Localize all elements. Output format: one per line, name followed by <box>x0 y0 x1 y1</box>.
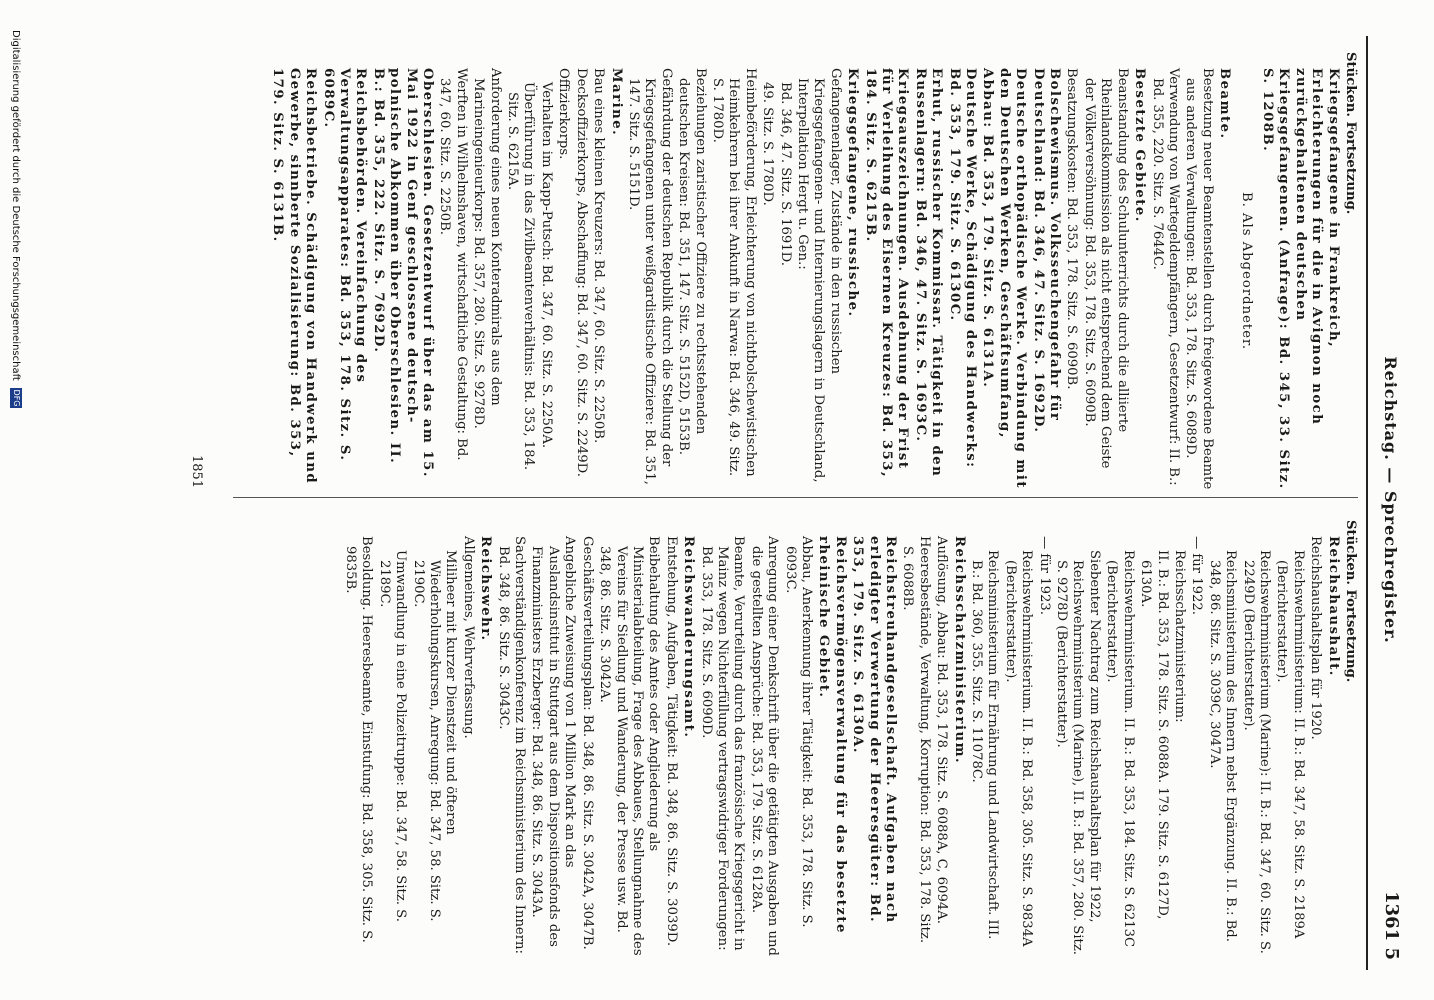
index-entry <box>776 52 792 490</box>
index-entry-text: Bd. 346, 47. Sitz. S. 1691D. <box>777 82 793 266</box>
index-entry-text: Besatzungskosten: Bd. 353, 178. Sitz. S. 6090B. <box>1064 68 1080 390</box>
index-entry <box>675 52 708 490</box>
index-entry-text: Verhalten im Kapp-Putsch: Bd. 347, 60. Sitz. S. 2250A. <box>538 82 554 449</box>
index-entry <box>844 52 860 490</box>
index-entry <box>1001 520 1034 958</box>
header-rule <box>1366 36 1368 970</box>
index-entry-text: Kriegsgefangene, russische. <box>845 68 861 318</box>
index-entry-text: Anregung einer Denkschrift über die getätigten Ausgaben und die gestellten Ansprüche: Bd. 353, 179. Sitz. S. 6128A. <box>748 536 781 956</box>
index-entry <box>1035 520 1051 958</box>
index-entry-text: Reichswehrministerium. II. B.: Bd. 358, 305. Sitz. S. 9834A (Berichterstatter). <box>1002 550 1035 947</box>
index-entry-text: Abbau, Anerkennung ihrer Tätigkeit: Bd. 353, 178. Sitz. S. 6093C. <box>782 536 814 928</box>
column-divider <box>233 497 1358 498</box>
index-entry <box>1233 52 1257 490</box>
index-entry-text: Umwandlung in eine Polizeitruppe: Bd. 347, 58. Sitz. S. 2189C. <box>376 550 409 922</box>
index-entry <box>1188 520 1204 958</box>
index-entry <box>979 52 1028 490</box>
index-entry <box>477 520 493 958</box>
index-entry-text: Beziehungen zaristischer Offiziere zu rechtsstehenden deutschen Kreisen: Bd. 351, 147. Sitz. S. 5152D, 5153B. <box>676 68 708 456</box>
index-entry <box>933 520 949 958</box>
index-entry <box>1273 520 1306 958</box>
index-entry-text: Besetzte Gebiete. <box>1132 68 1148 223</box>
index-entry <box>596 520 662 958</box>
index-entry <box>968 520 1001 958</box>
index-entry <box>1029 52 1062 490</box>
index-entry <box>504 52 537 490</box>
index-entry-text: Überführung in das Zivilbeamtenverhältnis: Bd. 353, 184. Sitz. S. 6215A. <box>505 82 537 471</box>
index-entry <box>794 52 843 490</box>
index-entry-text: Geschäftsverteilungsplan: Bd. 348, 86. Sitz. S. 3042A, 3047B. <box>579 536 595 950</box>
index-entry <box>607 52 623 490</box>
index-entry-text: Siebenter Nachtrag zum Reichshaushaltsplan für 1922, Reichswehrministerium (Marine), II. B.: Bd. 357, 280. Sitz. S. 9278D (Berichterstatter). <box>1054 550 1102 956</box>
page-header <box>1374 40 1404 960</box>
index-entry <box>759 52 775 490</box>
index-entry-text: B. Als Abgeordneter. <box>1238 191 1254 351</box>
index-entry <box>409 520 458 958</box>
index-entry-text: Gefährdung der deutschen Republik durch die Stellung der Kriegsgefangenen unter weißgardistische Offiziere: Bd. 351, 147. Sitz. S. 5151D. <box>625 68 674 485</box>
index-entry <box>1307 520 1323 958</box>
index-entry-text: Heimbeförderung, Erleichterung von nichtbolschewistischen Heimkehrern bei ihrer Ankunft in Narwa: Bd. 346, 49. Sitz. S. 1780D. <box>709 68 758 477</box>
index-entry-text: Beibehaltung des Amtes oder Angliederung als Ministerialabteilung, Frage des Abbaues, Stellungnahme des Vereins für Siedlung und Wanderung, der Presse usw. Bd. 348, 86. Sitz. S. 3042A. <box>597 536 662 956</box>
index-entry <box>1259 52 1341 490</box>
index-entry-text: Verwendung von Wartegeldempfängern, Gesetzentwurf: II. B.: Bd. 355, 220. Sitz. S. 7644C. <box>1149 68 1181 486</box>
index-entry-text: II. B.: Bd. 353, 178. Sitz. S. 6088A. 179. Sitz. S. 6127D, 6130A. <box>1138 550 1170 920</box>
index-entry <box>1131 52 1147 490</box>
index-entry-text: Auflösung, Abbau: Bd. 353, 178. Sitz. S. 6088A, C, 6094A. <box>934 536 950 924</box>
index-entry <box>494 520 527 958</box>
index-entry <box>911 52 944 490</box>
index-entry-text: Reichsbetriebe. Schädigung von Handwerk und Gewerbe, sinnberte Sozialisierung: Bd. 353, 179. Sitz. S. 6131B. <box>270 68 319 485</box>
index-entry-text: Marine. <box>608 68 624 137</box>
index-entry <box>861 52 910 490</box>
index-entry <box>572 52 588 490</box>
index-entry-text: Heeresbestände, Verwaltung, Korruption: Bd. 353, 178. Sitz. S. 6088B. <box>900 536 932 944</box>
index-entry-text: Oberschlesien. Gesetzentwurf über das am 15. Mai 1922 in Genf geschlossene deutsch-polnische Abkommen über Oberschlesien. II. B.: Bd. 355, 222. Sitz. S. 7692D. <box>370 68 436 478</box>
index-entry-text: Deutsche orthopädische Werke. Verbindung mit den Deutschen Werken, Geschäftsumfang, Abbau: Bd. 353, 179. Sitz. S. 6131A. <box>980 68 1029 489</box>
left-column <box>268 52 1358 490</box>
digitization-note <box>10 30 22 408</box>
index-entry <box>625 52 674 490</box>
index-entry <box>1063 52 1079 490</box>
index-entry-text: Deutsche Werke, Schädigung des Handwerks: Bd. 353, 179. Sitz. S. 6130C. <box>946 68 979 469</box>
index-entry <box>709 52 758 490</box>
index-entry <box>849 520 898 958</box>
index-entry-text: Reichswehr. <box>478 536 494 642</box>
index-entry-text: Anforderung eines neuen Konteradmirals aus dem Marineingenieurkorps: Bd. 357, 280. Sitz. S. 9278D. <box>471 68 503 429</box>
index-entry-text: Reichshaushaltsplan für 1920. <box>1308 536 1324 740</box>
index-entry <box>538 52 554 490</box>
index-entry <box>459 520 475 958</box>
index-entry <box>528 520 577 958</box>
index-entry-text: Sachverständigenkonferenz im Reichsministerium des Innern: Bd. 348, 86. Sitz. S. 3043C. <box>495 536 528 954</box>
index-entry-text: Reichsministerium für Ernährung und Landwirtschaft. III. B.: Bd. 360, 355. Sitz. S. 11078C. <box>969 550 1001 940</box>
index-entry-text: Kriegsgefangene in Frankreich, Erleichterungen für die in Avignon noch zurückgehaltenen deutschen Kriegsgefangenen. (Anfrage): Bd. 345, 33. Sitz. S. 1208B. <box>1259 68 1341 490</box>
digitization-note-text: Digitalisierung gefördert durch die Deutsche Forschungsgemeinschaft <box>10 30 21 381</box>
index-entry <box>781 520 814 958</box>
index-entry <box>1324 520 1340 958</box>
index-entry-text: Werften in Wilhelmshaven, wirtschaftliche Gestaltung: Bd. 347, 60. Sitz. S. 2250B. <box>437 68 469 461</box>
index-entry <box>1137 520 1170 958</box>
index-entry <box>1053 520 1102 958</box>
index-entry-text: Reichshaushalt. <box>1325 536 1341 677</box>
index-entry <box>436 52 469 490</box>
index-entry-text: Erhut, russischer Kommissar. Tätigkeit in den Russenlagern: Bd. 346, 47. Sitz. S. 1693C. <box>912 68 945 478</box>
index-entry <box>342 520 375 958</box>
index-entry-text: Gefangenenlager, Zustände in den russischen Kriegsgefangenen- und Internierungslagern in Deutschland, Interpellation Hergt u. Gen.: <box>795 68 843 483</box>
right-column <box>341 520 1358 958</box>
index-entry-text: Reichsministerium des Innern nebst Ergänzung. II. B.: Bd. 348, 86. Sitz. S. 3039C, 3047A. <box>1206 550 1239 942</box>
index-entry <box>945 52 978 490</box>
index-entry <box>815 520 848 958</box>
index-entry <box>1171 520 1187 958</box>
index-entry-text: Besoldung. Heeresbeamte, Einstufung: Bd. 358, 305. Sitz. S. 9835B. <box>343 536 375 943</box>
index-entry <box>747 520 780 958</box>
index-entry-text: Stücken. Fortsetzung. <box>1343 52 1358 215</box>
index-entry-text: Beamte. <box>1217 68 1233 140</box>
index-entry-text: 49. Sitz. S. 1780D. <box>760 82 776 206</box>
index-entry-text: Reichswehrministerium: II. B.: Bd. 347, 58. Sitz. S. 2189A (Berichterstatter). <box>1274 550 1306 939</box>
index-entry-text: Angebliche Zuweisung von 1 Million Mark an das Auslandsinstitut in Stuttgart aus dem Dispositionsfonds des Finanzministers Erzberger: Bd. 348, 86. Sitz. S. 3043A. <box>529 536 578 947</box>
column-number: 1851 <box>189 455 204 489</box>
index-entry <box>375 520 408 958</box>
dfg-logo: DFG <box>12 389 21 407</box>
index-entry-text: Reichsschatzministerium: <box>1171 550 1187 723</box>
index-entry-text: Reichswehrministerium (Marine): II. B.: Bd. 347, 60. Sitz. S. 2249D (Berichterstatter). <box>1240 550 1272 954</box>
index-entry-text: Reichswanderungsamt. <box>681 536 697 739</box>
index-entry-text: Reichswehrministerium. II. B.: Bd. 353, 184. Sitz. S. 6213C (Berichterstatter). <box>1104 550 1136 948</box>
index-entry-text: Entstehung, Aufgaben, Tätigkeit: Bd. 348, 86. Sitz. S. 3039D. <box>663 536 679 947</box>
index-entry-text: Reichsvermögensverwaltung für das besetzte rheinische Gebiet. <box>816 536 848 934</box>
index-entry <box>697 520 746 958</box>
page-title: Reichstag. — Sprechregister. <box>1381 356 1400 644</box>
index-entry <box>590 52 606 490</box>
index-entry <box>1205 520 1238 958</box>
index-entry-text: Allgemeines, Wehrverfassung. <box>460 536 476 739</box>
page-number: 1361 5 <box>1381 891 1402 960</box>
index-entry <box>1081 52 1130 490</box>
index-entry <box>662 520 678 958</box>
index-entry <box>578 520 594 958</box>
index-entry-text: — für 1922. <box>1189 536 1205 616</box>
index-entry <box>1216 52 1232 490</box>
index-entry <box>1239 520 1272 958</box>
index-entry <box>1182 52 1215 490</box>
index-entry-text: Reichsschatzministerium. <box>951 536 967 765</box>
index-entry-text: Beamte, Verurteilung durch das französische Kriegsgericht in Mainz wegen Nichterfüllung vertragswidriger Forderungen: Bd. 353, 178. Sitz. S. 6090D. <box>698 536 747 951</box>
index-entry-text: Kriegsauszeichnungen. Ausdehnung der Frist für Verleihung des Eisernen Kreuzes: Bd. 353, 184. Sitz. S. 6215B. <box>862 68 911 479</box>
index-entry <box>899 520 932 958</box>
index-entry-text: Stücken. Fortsetzung. <box>1343 520 1358 683</box>
index-entry <box>319 52 368 490</box>
index-entry <box>369 52 435 490</box>
index-entry-text: Besetzung neuer Beamtenstellen durch freigewordene Beamte aus anderen Verwaltungen: Bd. 353, 178. Sitz. S. 6089D. <box>1183 68 1215 490</box>
index-entry <box>470 52 503 490</box>
index-entry <box>269 52 318 490</box>
index-entry-text: — für 1923. <box>1036 536 1052 616</box>
index-entry-text: Beanstandung des Schulunterrichts durch die alliierte Rheinlandskommission als nicht entsprechend dem Geiste der Völkerversöhnung: Bd. 353, 178. Sitz. S. 6090B. <box>1081 68 1130 469</box>
index-entry <box>1148 52 1181 490</box>
index-entry-text: Offizierkorps. <box>556 68 572 160</box>
index-entry <box>1342 52 1358 490</box>
index-entry-text: Reichstreuhandgesellschaft. Aufgaben nach erledigter Verwertung der Heeresgüter: Bd. 353, 179. Sitz. S. 6130A. <box>850 536 899 924</box>
index-entry-text: Bolschewismus. Volksseuchengefahr für Deutschland: Bd. 346, 47. Sitz. S. 1692D. <box>1030 68 1063 434</box>
index-entry <box>1103 520 1136 958</box>
index-entry-text: Reichsbehörden. Vereinfachung des Verwaltungsapparates: Bd. 353, 178. Sitz. S. 6089C. <box>320 68 369 462</box>
index-entry <box>555 52 571 490</box>
index-entry-text: Miliheer mit kurzer Dienstzeit und öfteren Wiederholungskursen, Anregung: Bd. 347, 58. Sitz. S. 2190C. <box>410 550 459 922</box>
index-entry-text: Decksoffizierkorps, Abschaffung: Bd. 347, 60. Sitz. S. 2249D. <box>573 68 589 477</box>
index-entry-text: Bau eines kleinen Kreuzers: Bd. 347, 60. Sitz. S. 2250B. <box>591 68 607 444</box>
index-entry <box>680 520 696 958</box>
index-entry <box>950 520 966 958</box>
index-entry <box>1342 520 1358 958</box>
